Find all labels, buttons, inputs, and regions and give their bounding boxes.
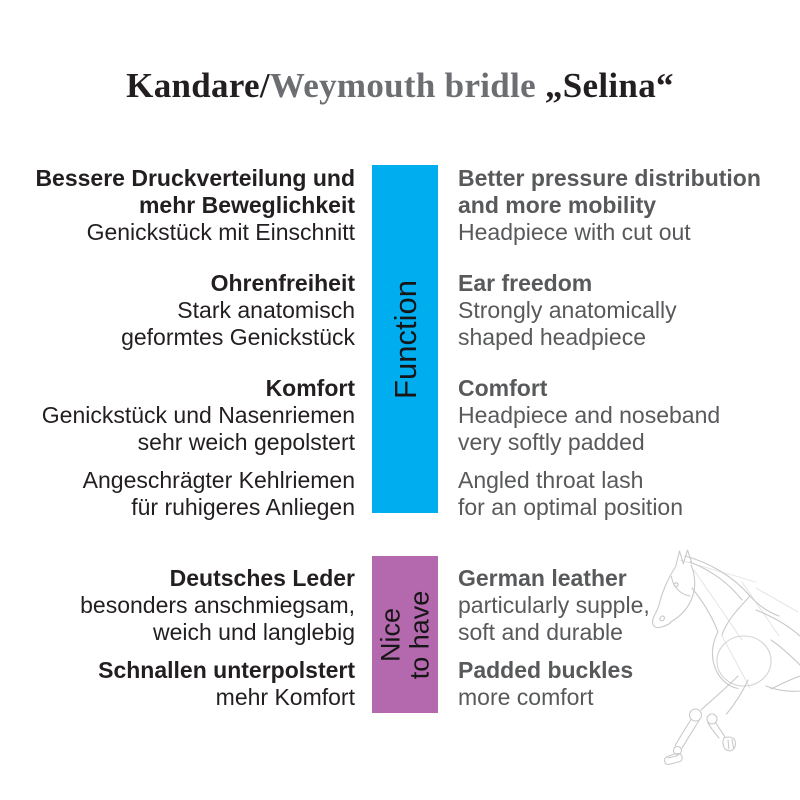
feature-title-line: Ear freedom bbox=[458, 270, 593, 296]
function-category-bar bbox=[372, 165, 438, 513]
title-german-part: Kandare/ bbox=[126, 66, 270, 105]
feature-title-line: Schnallen unterpolstert bbox=[98, 657, 355, 683]
feature-title-line: Bessere Druckverteilung und bbox=[35, 165, 355, 191]
feature-body-line: Genickstück und Nasenriemen bbox=[41, 402, 355, 428]
nice-bar-label-line2: to have bbox=[404, 590, 435, 679]
title-product-name: „Selina“ bbox=[544, 66, 674, 105]
feature-body-line: für ruhigeres Anliegen bbox=[131, 494, 355, 520]
feature-body-line: for an optimal position bbox=[458, 494, 684, 520]
feature-body-line: shaped headpiece bbox=[458, 324, 646, 350]
function-item-throatlash-de bbox=[10, 467, 355, 521]
feature-body-line: Strongly anatomically bbox=[458, 297, 677, 323]
feature-body-line: Headpiece and noseband bbox=[458, 402, 721, 428]
feature-body-line: Angled throat lash bbox=[458, 467, 644, 493]
feature-title-line: and more mobility bbox=[458, 192, 657, 218]
page-title bbox=[0, 66, 800, 106]
nice-item-leather-de bbox=[10, 565, 355, 646]
feature-body-line: sehr weich gepolstert bbox=[137, 429, 355, 455]
function-item-throatlash-en bbox=[458, 467, 793, 521]
function-item-pressure-en bbox=[458, 165, 793, 246]
function-item-pressure-de bbox=[10, 165, 355, 246]
feature-title-line: mehr Beweglichkeit bbox=[138, 192, 355, 218]
feature-title-line: Padded buckles bbox=[458, 657, 634, 683]
horse-sketch-illustration bbox=[638, 548, 800, 800]
feature-title-line: Better pressure distribution bbox=[458, 165, 761, 191]
function-item-comfort-de bbox=[10, 375, 355, 456]
feature-body-line: Angeschrägter Kehlriemen bbox=[82, 467, 355, 493]
title-english-part: Weymouth bridle bbox=[269, 66, 545, 105]
feature-title-line: German leather bbox=[458, 565, 627, 591]
feature-body-line: Stark anatomisch bbox=[177, 297, 355, 323]
function-item-ears-de bbox=[10, 270, 355, 351]
feature-body-line: mehr Komfort bbox=[215, 684, 355, 710]
nice-to-have-category-bar bbox=[372, 556, 438, 713]
feature-title-line: Komfort bbox=[265, 375, 355, 401]
feature-body-line: particularly supple, bbox=[458, 592, 650, 618]
feature-body-line: geformtes Genickstück bbox=[121, 324, 355, 350]
function-bar-label: Function bbox=[387, 279, 423, 399]
nice-to-have-bar-label bbox=[376, 590, 434, 679]
feature-body-line: soft and durable bbox=[458, 619, 623, 645]
feature-body-line: weich und langlebig bbox=[152, 619, 355, 645]
feature-body-line: Genickstück mit Einschnitt bbox=[86, 219, 355, 245]
feature-body-line: Headpiece with cut out bbox=[458, 219, 691, 245]
nice-bar-label-line1: Nice bbox=[375, 607, 406, 662]
nice-item-buckles-de bbox=[10, 657, 355, 711]
feature-body-line: very softly padded bbox=[458, 429, 645, 455]
function-item-comfort-en bbox=[458, 375, 793, 456]
feature-body-line: more comfort bbox=[458, 684, 594, 710]
function-item-ears-en bbox=[458, 270, 793, 351]
feature-title-line: Comfort bbox=[458, 375, 548, 401]
feature-title-line: Deutsches Leder bbox=[169, 565, 355, 591]
feature-body-line: besonders anschmiegsam, bbox=[80, 592, 355, 618]
feature-title-line: Ohrenfreiheit bbox=[210, 270, 355, 296]
